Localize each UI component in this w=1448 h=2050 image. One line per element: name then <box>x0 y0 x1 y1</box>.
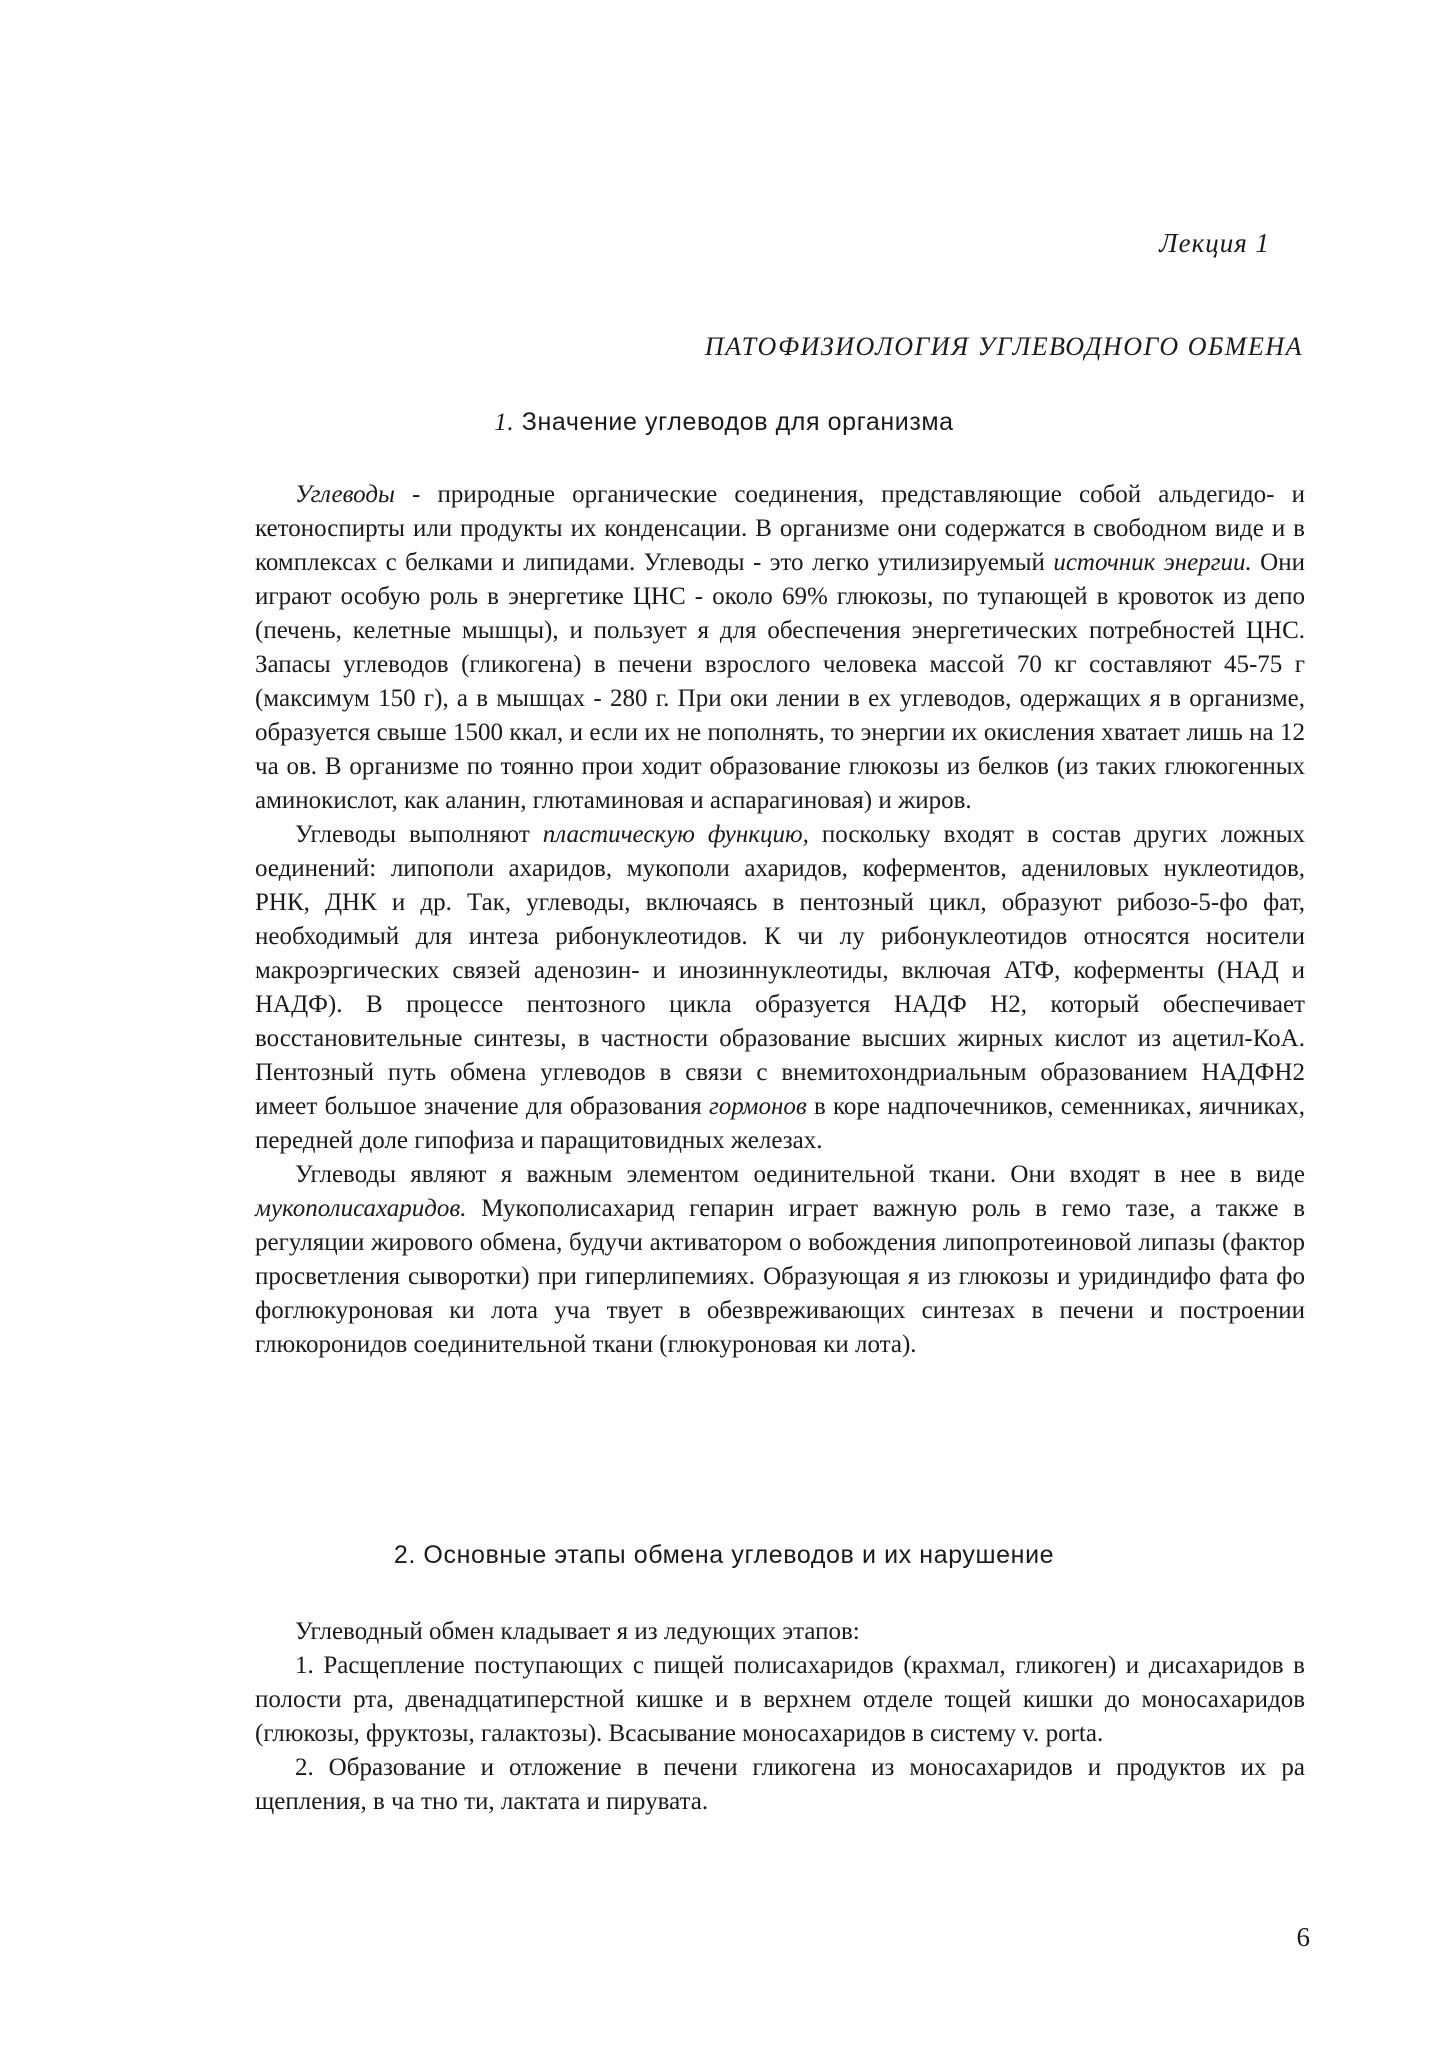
section-1-body <box>255 478 1305 1362</box>
emphasis: мукополисахаридов. <box>255 1195 467 1222</box>
section-2-heading: 2. Основные этапы обмена углеводов и их нарушение <box>393 1541 1055 1569</box>
section-2-body <box>255 1615 1305 1819</box>
paragraph: Углеводный обмен кладывает я из ледующих этапов: <box>295 1618 860 1645</box>
paragraph: 2. Образование и отложение в печени гликогена из моносахаридов и продуктов их ра щепления, в ча тно ти, лактата и пирувата. <box>255 1754 1305 1815</box>
paragraph: 1. Расщепление поступающих с пищей полисахаридов (крахмал, гликоген) и дисахаридов в полости рта, двенадцатиперстной кишке и в верхнем отделе тощей кишки до моносахаридов (глюкозы, фруктозы, галактозы). Всасывание моносахаридов в систему v. porta. <box>255 1652 1305 1747</box>
text-run: поскольку входят в состав других ложных оединений: липополи ахаридов, мукополи ахаридов, коферментов, адениловых нуклеотидов, РНК, ДНК и др. Так, углеводы, включаясь в пентозный цикл, образуют рибозо-5-фо фат, необходимый для интеза рибонуклеотидов. К чи лу рибонуклеотидов относятся носители макроэргических связей аденозин- и инозиннуклеотиды, включая АТФ, коферменты (НАД и НАДФ). В процессе пентозного цикла образуется НАДФ Н2, который обеспечивает восстановительные синтезы, в частности образование высших жирных кислот из ацетил-КоА. Пентозный путь обмена углеводов в связи с внемитохондриальным образованием НАДФН2 имеет большое значение для образования <box>255 821 1305 1120</box>
emphasis: гормонов <box>708 1093 807 1120</box>
paragraph <box>255 1158 1305 1362</box>
page-number: 6 <box>1296 1922 1310 1952</box>
section-1-heading-text: Значение углеводов для организма <box>521 408 954 436</box>
emphasis: источник энергии. <box>1053 549 1252 576</box>
document-title: ПАТОФИЗИОЛОГИЯ УГЛЕВОДНОГО ОБМЕНА <box>704 332 1303 361</box>
section-1-heading <box>0 408 1448 437</box>
emphasis: Углеводы <box>295 481 395 508</box>
text-run: в коре надпочечников, семенниках, яичниках, передней доле гипофиза и паращитовидных железах. <box>255 1093 1305 1154</box>
paragraph <box>255 818 1305 1158</box>
text-run: Мукополисахарид гепарин играет важную роль в гемо тазе, а также в регуляции жирового обмена, будучи активатором о вобождения липопротеиновой липазы (фактор просветления сыворотки) при гиперлипемиях. Образующая я из глюкозы и уридиндифо фата фо фоглюкуроновая ки лота уча твует в обезвреживающих синтезах в печени и построении глюкоронидов соединительной ткани (глюкуроновая ки лота). <box>255 1195 1305 1358</box>
emphasis: пластическую функцию, <box>542 821 809 848</box>
text-run: - природные органические соединения, представляющие собой альдегидо- и кетоноспирты или продукты их конденсации. В организме они содержатся в свободном виде и в комплексах с белками и липидами. Углеводы - это легко утилизируемый <box>255 481 1305 576</box>
text-run: Углеводы выполняют <box>295 821 543 848</box>
lecture-label: Лекция 1 <box>1159 228 1270 258</box>
text-run: Углеводы являют я важным элементом оединительной ткани. Они входят в нее в виде <box>295 1161 1305 1188</box>
section-1-number: 1. <box>494 409 515 436</box>
text-run: Они играют особую роль в энергетике ЦНС - около 69% глюкозы, по тупающей в кровоток из депо (печень, келетные мышцы), и пользует я для обеспечения энергетических потребностей ЦНС. Запасы углеводов (гликогена) в печени взрослого человека массой 70 кг составляют 45-75 г (максимум 150 г), а в мышцах - 280 г. При оки лении в ех углеводов, одержащих я в организме, образуется свыше 1500 ккал, и если их не пополнять, то энергии их окисления хватает лишь на 12 ча ов. В организме по тоянно прои ходит образование глюкозы из белков (из таких глюкогенных аминокислот, как аланин, глютаминовая и аспарагиновая) и жиров. <box>255 549 1305 814</box>
paragraph <box>255 478 1305 818</box>
